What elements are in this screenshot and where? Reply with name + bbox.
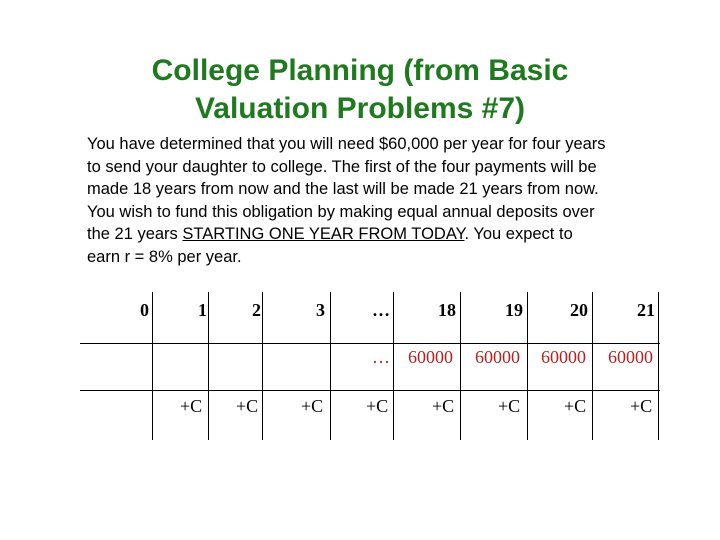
period-label: 18 (438, 300, 456, 320)
timeline-divider (262, 390, 263, 440)
statement-line-5-underlined: STARTING ONE YEAR FROM TODAY (182, 225, 465, 243)
timeline-divider (208, 292, 209, 344)
timeline-divider (658, 343, 659, 390)
timeline-divider (152, 390, 153, 440)
outflow-value: 60000 (608, 347, 653, 367)
period-label: 21 (637, 300, 655, 320)
period-label: 1 (198, 300, 207, 320)
timeline-divider (592, 343, 593, 390)
timeline-divider (527, 292, 528, 344)
outflow-value: 60000 (541, 347, 586, 367)
timeline-divider (330, 292, 331, 344)
deposit-value: +C (366, 396, 389, 416)
outflow-value: 60000 (475, 347, 520, 367)
timeline-divider (527, 343, 528, 390)
statement-line-1: You have determined that you will need $60,000 per year for four years (87, 135, 606, 153)
title-line-1: College Planning (from Basic (151, 54, 569, 87)
statement-line-4: You wish to fund this obligation by making equal annual deposits over (87, 202, 595, 221)
period-label: … (372, 300, 390, 320)
outflow-value: … (372, 347, 390, 367)
period-label: 0 (140, 300, 149, 320)
timeline-divider (393, 343, 394, 390)
period-label: 2 (252, 300, 261, 320)
deposit-value: +C (498, 396, 521, 416)
timeline-divider (658, 292, 659, 344)
deposit-value: +C (301, 396, 324, 416)
timeline-divider (152, 292, 153, 344)
outflow-value: 60000 (408, 347, 453, 367)
timeline-divider (152, 343, 153, 390)
timeline-divider (393, 390, 394, 440)
timeline-divider (330, 343, 331, 390)
timeline-divider (460, 343, 461, 390)
period-label: 19 (505, 300, 523, 320)
title-line-2: Valuation Problems #7) (194, 92, 526, 125)
timeline-divider (393, 292, 394, 344)
timeline-divider (262, 343, 263, 390)
timeline-divider (527, 390, 528, 440)
deposit-value: +C (432, 396, 455, 416)
statement-line-2: to send your daughter to college. The first of the four payments will be (87, 157, 597, 176)
timeline-divider (460, 390, 461, 440)
timeline-divider (658, 390, 659, 440)
timeline-divider (592, 390, 593, 440)
timeline-divider (460, 292, 461, 344)
deposit-value: +C (564, 396, 587, 416)
timeline-divider (592, 292, 593, 344)
timeline-divider (208, 390, 209, 440)
timeline-axis-lower (80, 390, 660, 391)
timeline-divider (262, 292, 263, 344)
statement-line-5-pre: the 21 years (87, 225, 183, 243)
deposit-value: +C (236, 396, 259, 416)
statement-line-3: made 18 years from now and the last will be made 21 years from now. (87, 180, 599, 198)
deposit-value: +C (630, 396, 653, 416)
statement-line-5-post: . You expect to (464, 225, 573, 243)
period-label: 20 (570, 300, 588, 320)
timeline-divider (208, 343, 209, 390)
timeline-divider (330, 390, 331, 440)
period-label: 3 (316, 300, 325, 320)
timeline-axis (80, 343, 660, 344)
deposit-value: +C (180, 396, 203, 416)
statement-line-6: earn r = 8% per year. (87, 247, 242, 266)
